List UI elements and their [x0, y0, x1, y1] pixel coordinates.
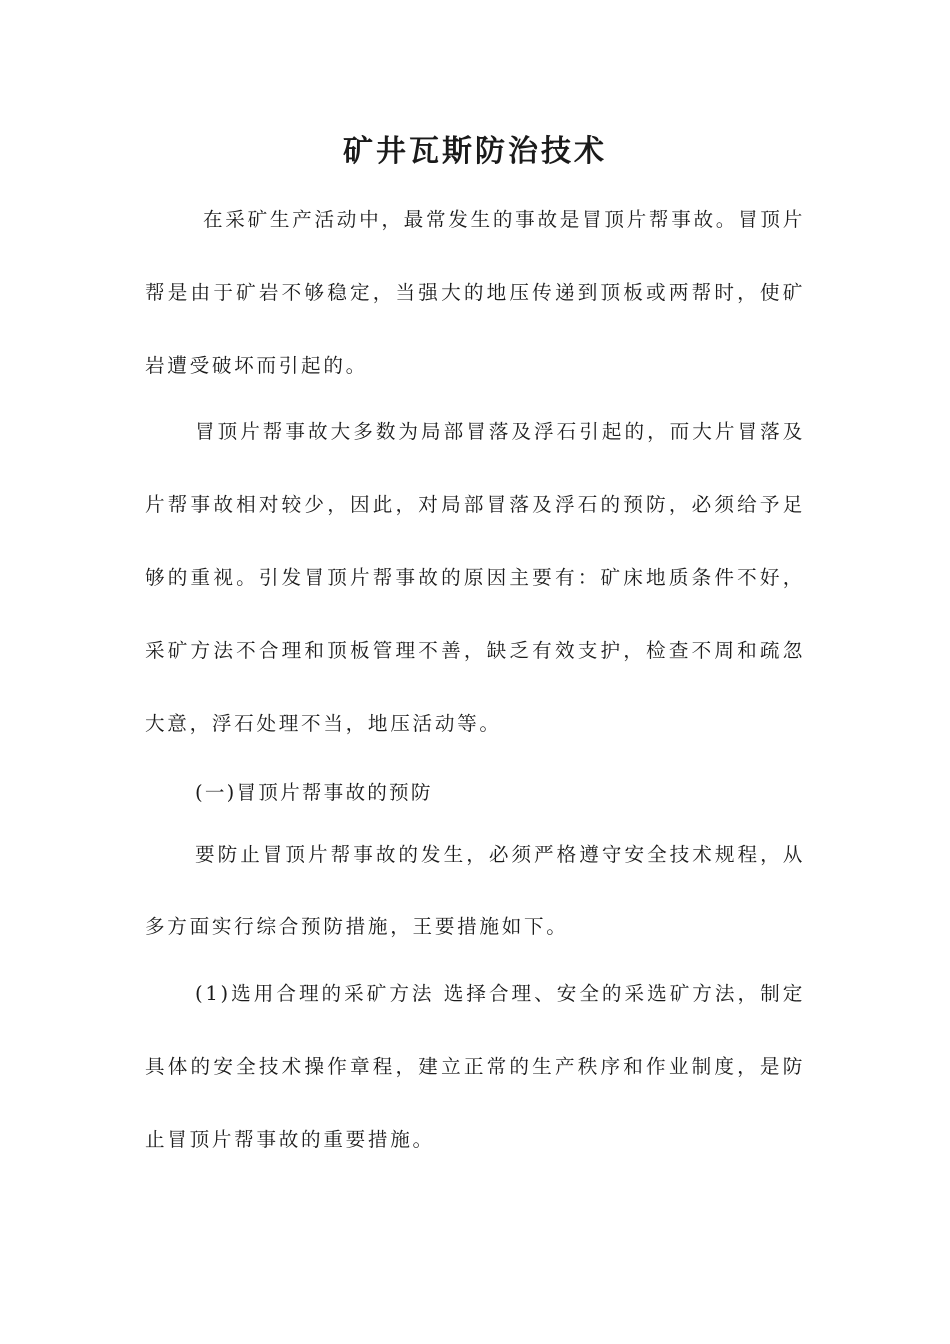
- document-title: 矿井瓦斯防治技术: [343, 134, 607, 169]
- paragraph-mining-method: (1)选用合理的采矿方法 选择合理、安全的采选矿方法，制定具体的安全技术操作章程，建立正常的生产秩序和作业制度，是防止冒顶片帮事故的重要措施。: [145, 982, 805, 1151]
- paragraph-prevention-measures: 要防止冒顶片帮事故的发生，必须严格遵守安全技术规程，从多方面实行综合预防措施，王要措施如下。: [145, 843, 805, 938]
- paragraph-intro: 在采矿生产活动中，最常发生的事故是冒顶片帮事故。冒顶片帮是由于矿岩不够稳定，当强大的地压传递到顶板或两帮时，使矿岩遭受破坏而引起的。: [145, 208, 805, 377]
- paragraph-causes: 冒顶片帮事故大多数为局部冒落及浮石引起的，而大片冒落及片帮事故相对较少，因此，对局部冒落及浮石的预防，必须给予足够的重视。引发冒顶片帮事故的原因主要有：矿床地质条件不好，采矿方法不合理和顶板管理不善，缺乏有效支护，检查不周和疏忽大意，浮石处理不当，地压活动等。: [145, 420, 805, 735]
- section-heading-prevention: (一)冒顶片帮事故的预防: [195, 781, 433, 804]
